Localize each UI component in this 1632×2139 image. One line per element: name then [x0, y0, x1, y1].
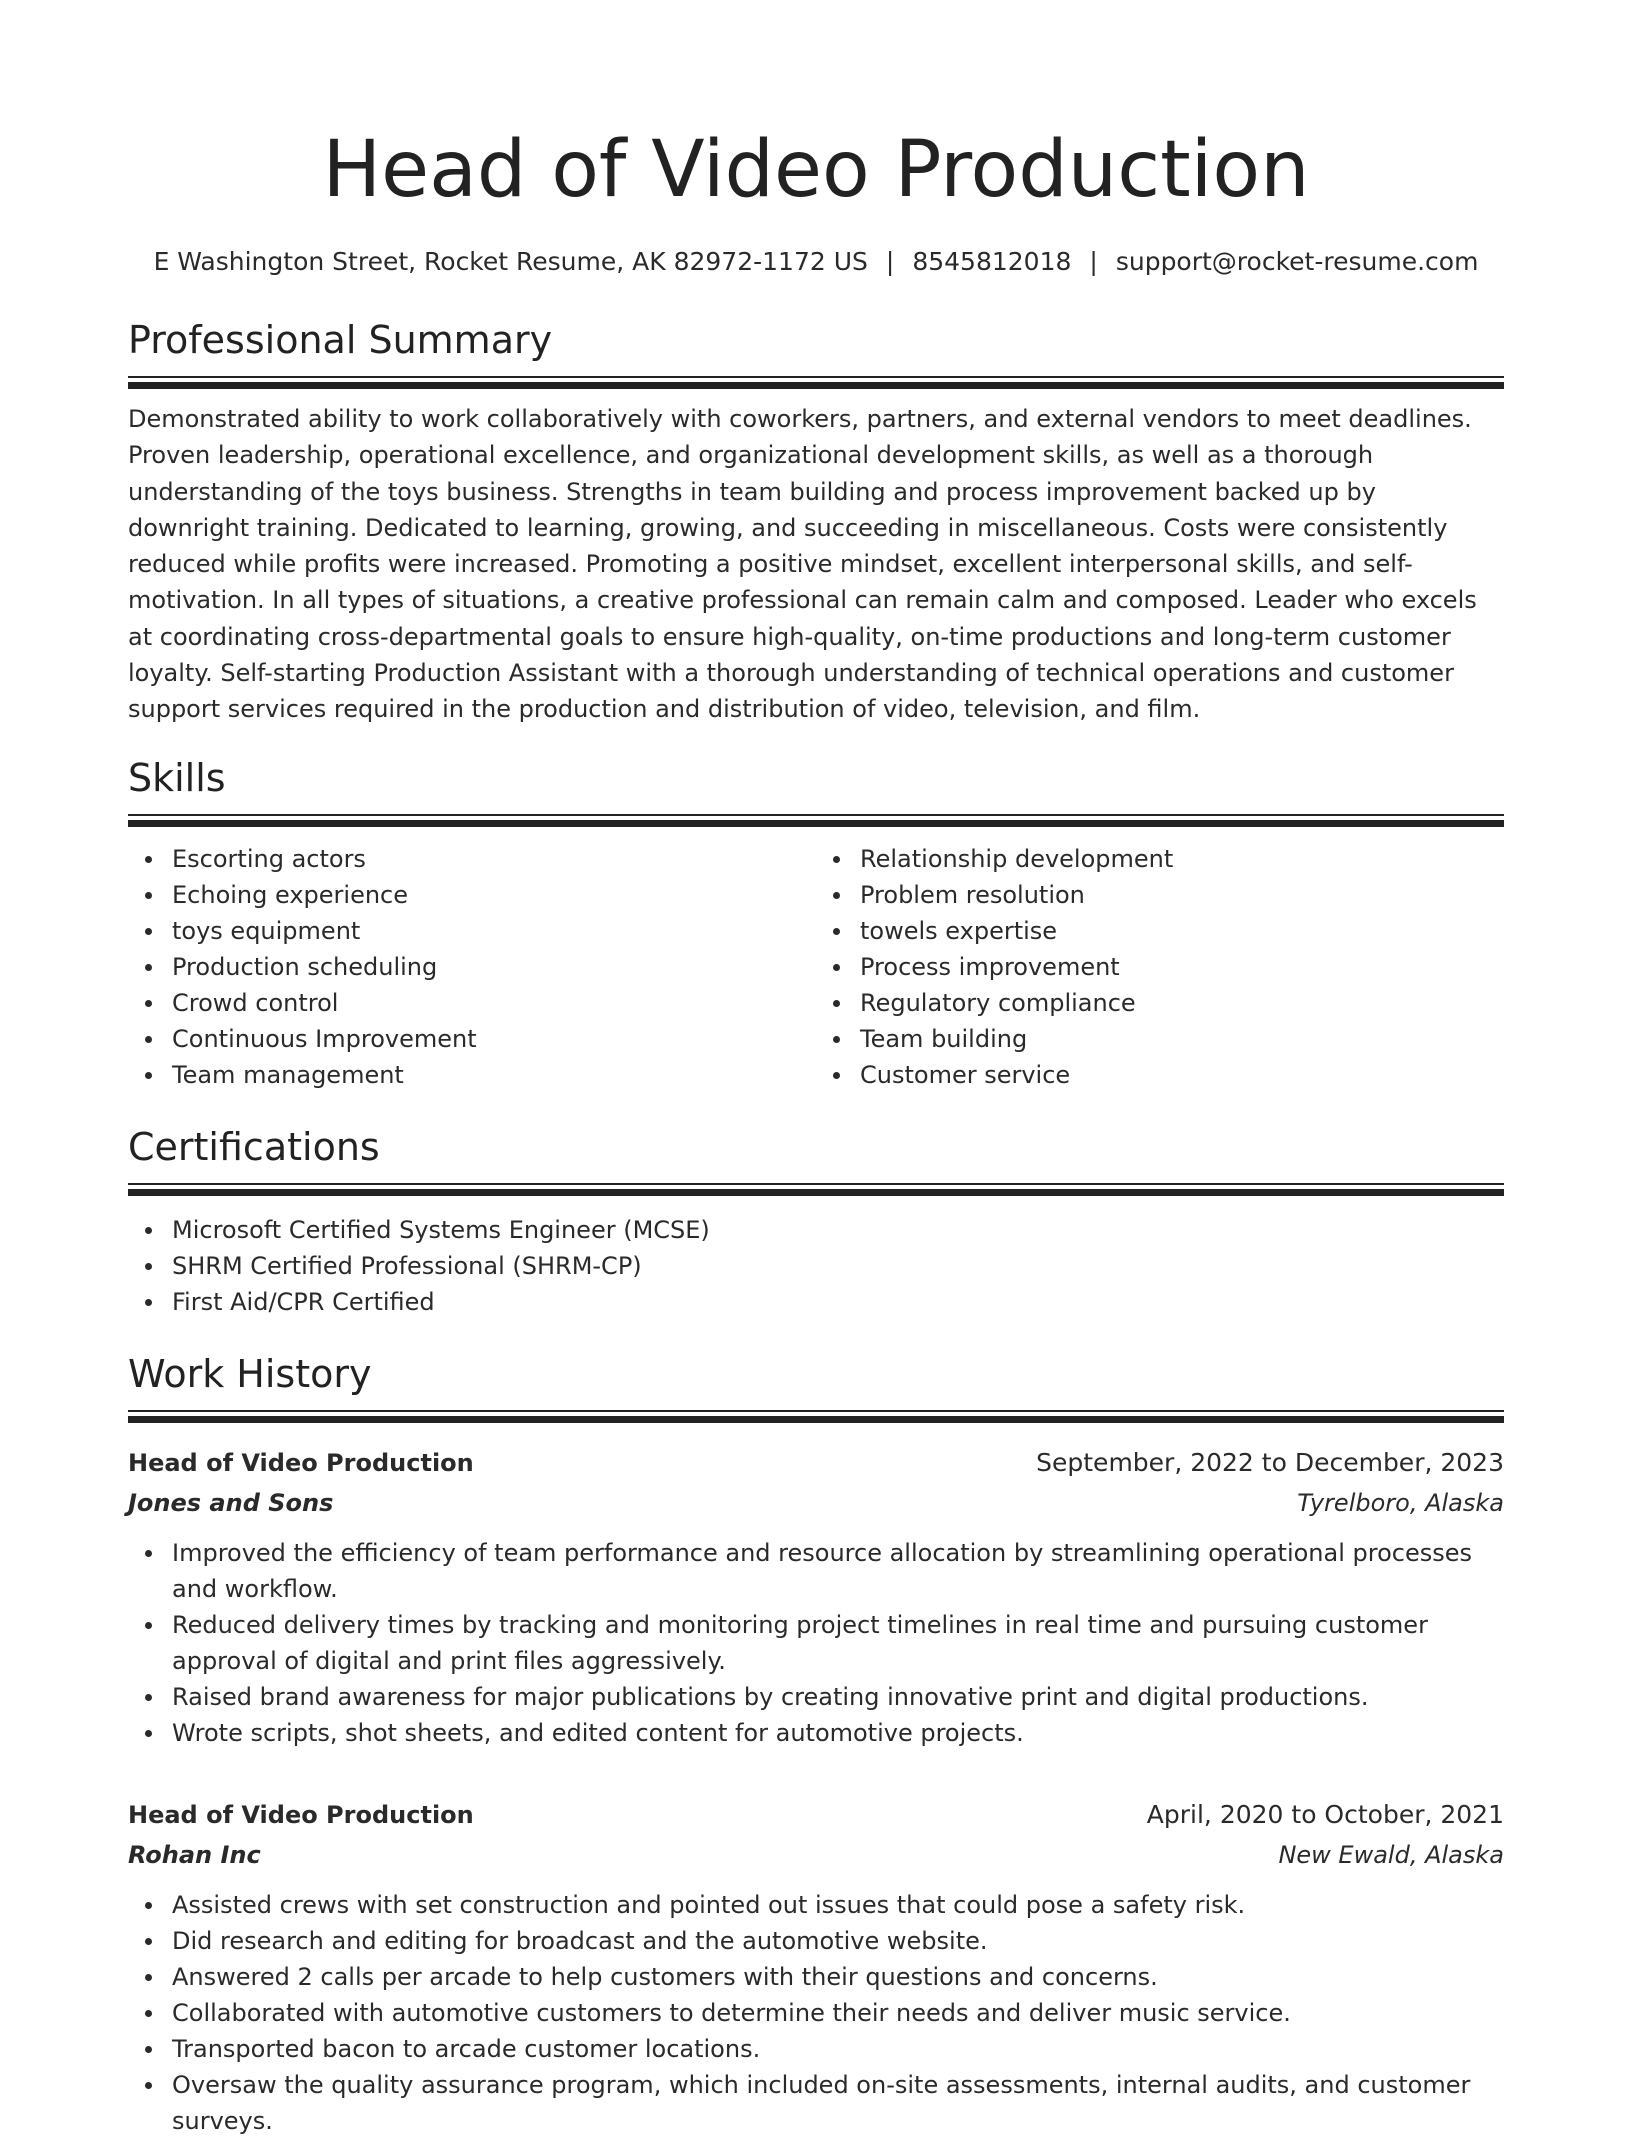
skills-list-left	[128, 841, 816, 1093]
job-bullet: Oversaw the quality assurance program, which included on-site assessments, internal audits, and customer surveys.	[172, 2067, 1504, 2139]
job-title: Head of Video Production	[128, 1800, 474, 1829]
skill-item: Problem resolution	[860, 877, 1504, 913]
skill-item: Team building	[860, 1021, 1504, 1057]
skills-section	[128, 754, 1504, 1093]
job-bullet: Wrote scripts, shot sheets, and edited content for automotive projects.	[172, 1715, 1504, 1751]
skill-item: toys equipment	[172, 913, 816, 949]
work-history-section	[128, 1350, 1504, 2139]
job-header-row	[128, 1443, 1504, 1483]
job-dates: April, 2020 to October, 2021	[1146, 1799, 1504, 1829]
work-history-heading: Work History	[128, 1351, 372, 1396]
job-bullet: Answered 2 calls per arcade to help customers with their questions and concerns.	[172, 1959, 1504, 1995]
job-bullet: Raised brand awareness for major publications by creating innovative print and digital productions.	[172, 1679, 1504, 1715]
skills-column-right	[816, 841, 1504, 1093]
job-bullet: Assisted crews with set construction and pointed out issues that could pose a safety risk.	[172, 1887, 1504, 1923]
resume-page	[128, 0, 1504, 2139]
skill-item: Regulatory compliance	[860, 985, 1504, 1021]
contact-line	[128, 246, 1504, 278]
skill-item: Process improvement	[860, 949, 1504, 985]
job-bullet-list	[128, 1887, 1504, 2139]
job-company: Jones and Sons	[128, 1488, 334, 1517]
skills-list-right	[816, 841, 1504, 1093]
job-entry	[128, 1795, 1504, 2139]
skills-heading: Skills	[128, 755, 226, 800]
job-company: Rohan Inc	[128, 1840, 261, 1869]
section-divider	[128, 1410, 1504, 1423]
contact-separator: |	[885, 247, 895, 276]
job-bullet: Transported bacon to arcade customer locations.	[172, 2031, 1504, 2067]
skill-item: Echoing experience	[172, 877, 816, 913]
job-bullet: Reduced delivery times by tracking and monitoring project timelines in real time and pursuing customer approval of digital and print files aggressively.	[172, 1607, 1504, 1679]
job-company-row	[128, 1835, 1504, 1875]
certifications-list	[128, 1212, 1504, 1320]
skill-item: Continuous Improvement	[172, 1021, 816, 1057]
contact-separator: |	[1089, 247, 1098, 276]
job-bullet: Collaborated with automotive customers to determine their needs and deliver music service.	[172, 1995, 1504, 2031]
summary-heading: Professional Summary	[128, 318, 553, 362]
job-dates: September, 2022 to December, 2023	[1036, 1447, 1504, 1477]
skills-column-left	[128, 841, 816, 1093]
skill-item: Production scheduling	[172, 949, 816, 985]
job-bullet: Improved the efficiency of team performance and resource allocation by streamlining operational processes and workflow.	[172, 1535, 1504, 1607]
section-divider	[128, 1183, 1504, 1196]
section-divider	[128, 376, 1504, 389]
skill-item: Team management	[172, 1057, 816, 1093]
job-bullet-list	[128, 1535, 1504, 1751]
skill-item: Relationship development	[860, 841, 1504, 877]
skill-item: Escorting actors	[172, 841, 816, 877]
certification-item: SHRM Certified Professional (SHRM-CP)	[172, 1248, 1504, 1284]
certification-item: First Aid/CPR Certified	[172, 1284, 1504, 1320]
job-location: New Ewald, Alaska	[1278, 1840, 1504, 1869]
summary-text: Demonstrated ability to work collaboratively with coworkers, partners, and external vendors to meet deadlines. Proven leadership, operational excellence, and organizational development skills, as well as a thorough understanding of the toys business. Strengths in team building and process improvement backed up by downright training. Dedicated to learning, growing, and succeeding in miscellaneous. Costs were consistently reduced while profits were increased. Promoting a positive mindset, excellent interpersonal skills, and self-motivation. In all types of situations, a creative professional can remain calm and composed. Leader who excels at coordinating cross-departmental goals to ensure high-quality, on-time productions and long-term customer loyalty. Self-starting Production Assistant with a thorough understanding of technical operations and customer support services required in the production and distribution of video, television, and film.	[128, 405, 1477, 724]
contact-address: E Washington Street, Rocket Resume, AK 82972-1172 US	[153, 247, 868, 276]
skill-item: Crowd control	[172, 985, 816, 1021]
contact-phone: 8545812018	[912, 247, 1072, 276]
resume-name: Head of Video Production	[322, 125, 1310, 215]
job-bullet: Did research and editing for broadcast and the automotive website.	[172, 1923, 1504, 1959]
skills-grid	[128, 841, 1504, 1093]
skill-item: towels expertise	[860, 913, 1504, 949]
job-company-row	[128, 1483, 1504, 1523]
contact-email: support@rocket-resume.com	[1115, 247, 1479, 276]
section-divider	[128, 814, 1504, 827]
summary-section	[128, 316, 1504, 728]
skill-item: Customer service	[860, 1057, 1504, 1093]
certification-item: Microsoft Certified Systems Engineer (MCSE)	[172, 1212, 1504, 1248]
job-location: Tyrelboro, Alaska	[1297, 1488, 1504, 1517]
job-header-row	[128, 1795, 1504, 1835]
job-title: Head of Video Production	[128, 1448, 474, 1477]
job-entry	[128, 1443, 1504, 1751]
certifications-section	[128, 1123, 1504, 1320]
certifications-heading: Certifications	[128, 1124, 380, 1169]
